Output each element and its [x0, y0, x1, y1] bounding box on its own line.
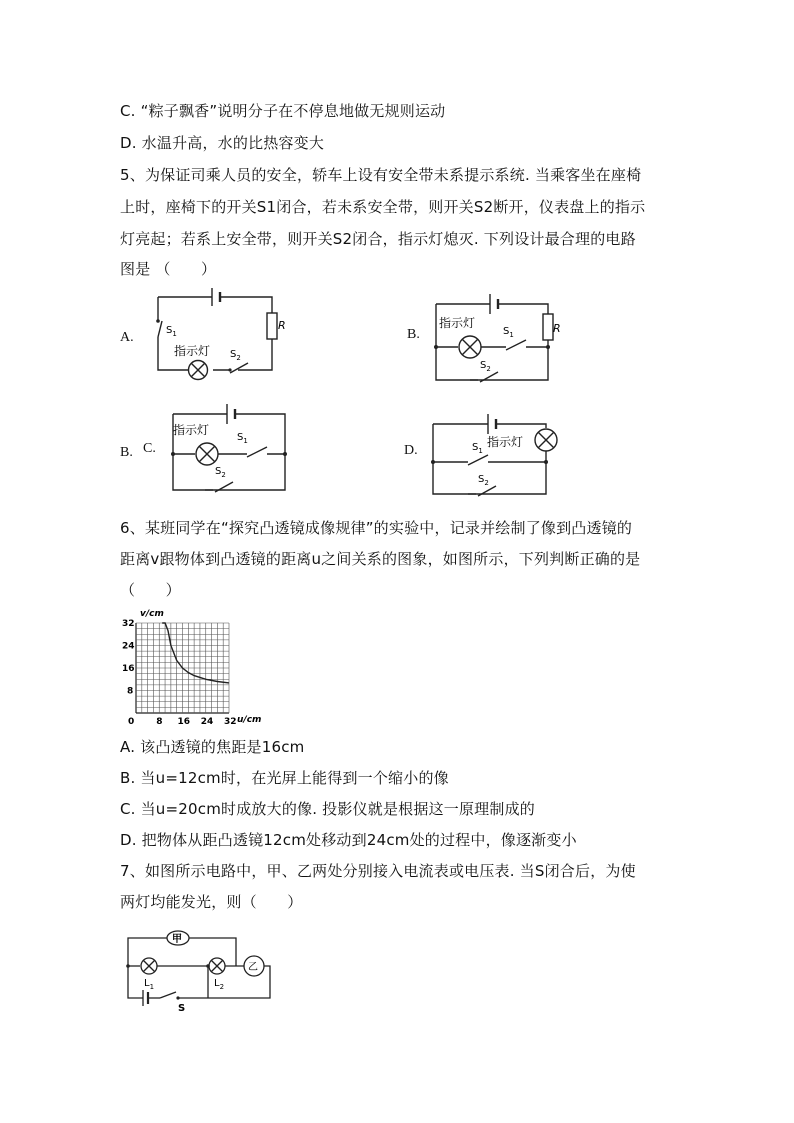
- y-tick-label: 16: [122, 664, 135, 674]
- x-tick-label: 16: [177, 717, 191, 727]
- q6-stem-line3: （ ）: [120, 581, 181, 599]
- q5-d-s1-label: $S_1$: [472, 442, 483, 455]
- q5-label-b: B.: [407, 327, 420, 342]
- q5-label-a: A.: [120, 330, 134, 345]
- x-axis-label: u/cm: [237, 715, 262, 725]
- x-tick-label: 32: [224, 717, 237, 727]
- q5-stem-line1: 5、为保证司乘人员的安全，轿车上设有安全带未系提示系统. 当乘客坐在座椅: [120, 166, 642, 184]
- x-tick-label: 24: [200, 717, 214, 727]
- meter-yi-label: 乙: [248, 962, 258, 973]
- q6-option-d: D. 把物体从距凸透镜12cm处移动到24cm处的过程中，像逐渐变小: [120, 831, 577, 849]
- q5-b-lamp-label: 指示灯: [439, 316, 476, 330]
- q5-c-lamp-label: 指示灯: [173, 423, 210, 437]
- q5-a-lamp-label: 指示灯: [174, 344, 211, 358]
- q5-circuit-c: [165, 398, 295, 498]
- ammeter-jia-label: 甲: [172, 934, 182, 945]
- y-tick-label: 24: [122, 641, 135, 652]
- q5-d-s2-label: $S_2$: [478, 474, 489, 487]
- q5-d-lamp-label: 指示灯: [487, 435, 524, 449]
- q5-stem-line3: 灯亮起；若系上安全带，则开关S2闭合，指示灯熄灭. 下列设计最合理的电路: [120, 230, 636, 248]
- x-tick-label: 8: [156, 717, 163, 727]
- q7-stem-line2: 两灯均能发光，则（ ）: [120, 893, 303, 911]
- q6-stem-line2: 距离v跟物体到凸透镜的距离u之间关系的图象，如图所示，下列判断正确的是: [120, 550, 641, 568]
- x-tick-label: 0: [128, 717, 135, 727]
- q5-circuit-a: [150, 285, 290, 380]
- y-tick-label: 8: [127, 686, 134, 697]
- q5-b-s2-label: $S_2$: [480, 360, 491, 373]
- q5-circuit-b: [430, 290, 565, 385]
- q6-option-a: A. 该凸透镜的焦距是16cm: [120, 738, 305, 756]
- q5-b-s1-label: $S_1$: [503, 326, 514, 339]
- q7-circuit: [120, 924, 280, 1014]
- q5-circuit-d: [428, 404, 563, 499]
- q6-option-b: B. 当u=12cm时，在光屏上能得到一个缩小的像: [120, 769, 449, 787]
- q5-stem-line4: 图是 （ ）: [120, 260, 217, 278]
- q5-label-d: D.: [404, 443, 418, 458]
- uv-graph: [110, 605, 270, 727]
- q5-a-r-label: R: [278, 319, 286, 332]
- q6-stem-line1: 6、某班同学在“探究凸透镜成像规律”的实验中，记录并绘制了像到凸透镜的: [120, 519, 633, 537]
- q4-option-c: C. “粽子飘香”说明分子在不停息地做无规则运动: [120, 102, 446, 120]
- lamp-l2-label: $L_2$: [214, 978, 225, 991]
- lamp-l1-label: $L_1$: [144, 978, 155, 991]
- q6-option-c: C. 当u=20cm时成放大的像. 投影仪就是根据这一原理制成的: [120, 800, 535, 818]
- q7-stem-line1: 7、如图所示电路中，甲、乙两处分别接入电流表或电压表. 当S闭合后，为使: [120, 862, 636, 880]
- y-axis-label: v/cm: [140, 609, 164, 619]
- y-tick-label: 32: [122, 619, 135, 629]
- q5-c-s2-label: $S_2$: [215, 466, 226, 479]
- q5-stem-line2: 上时，座椅下的开关S1闭合，若未系安全带，则开关S2断开，仪表盘上的指示: [120, 198, 646, 216]
- switch-s-label: S: [178, 1003, 186, 1014]
- q5-b-r-label: R: [553, 322, 561, 335]
- q5-c-s1-label: $S_1$: [237, 432, 248, 445]
- q5-label-c: C.: [143, 441, 156, 456]
- q5-label-b-duplicate: B.: [120, 445, 133, 460]
- q5-a-s1-label: $S_1$: [166, 325, 177, 338]
- q5-a-s2-label: $S_2$: [230, 349, 241, 362]
- q4-option-d: D. 水温升高，水的比热容变大: [120, 134, 325, 152]
